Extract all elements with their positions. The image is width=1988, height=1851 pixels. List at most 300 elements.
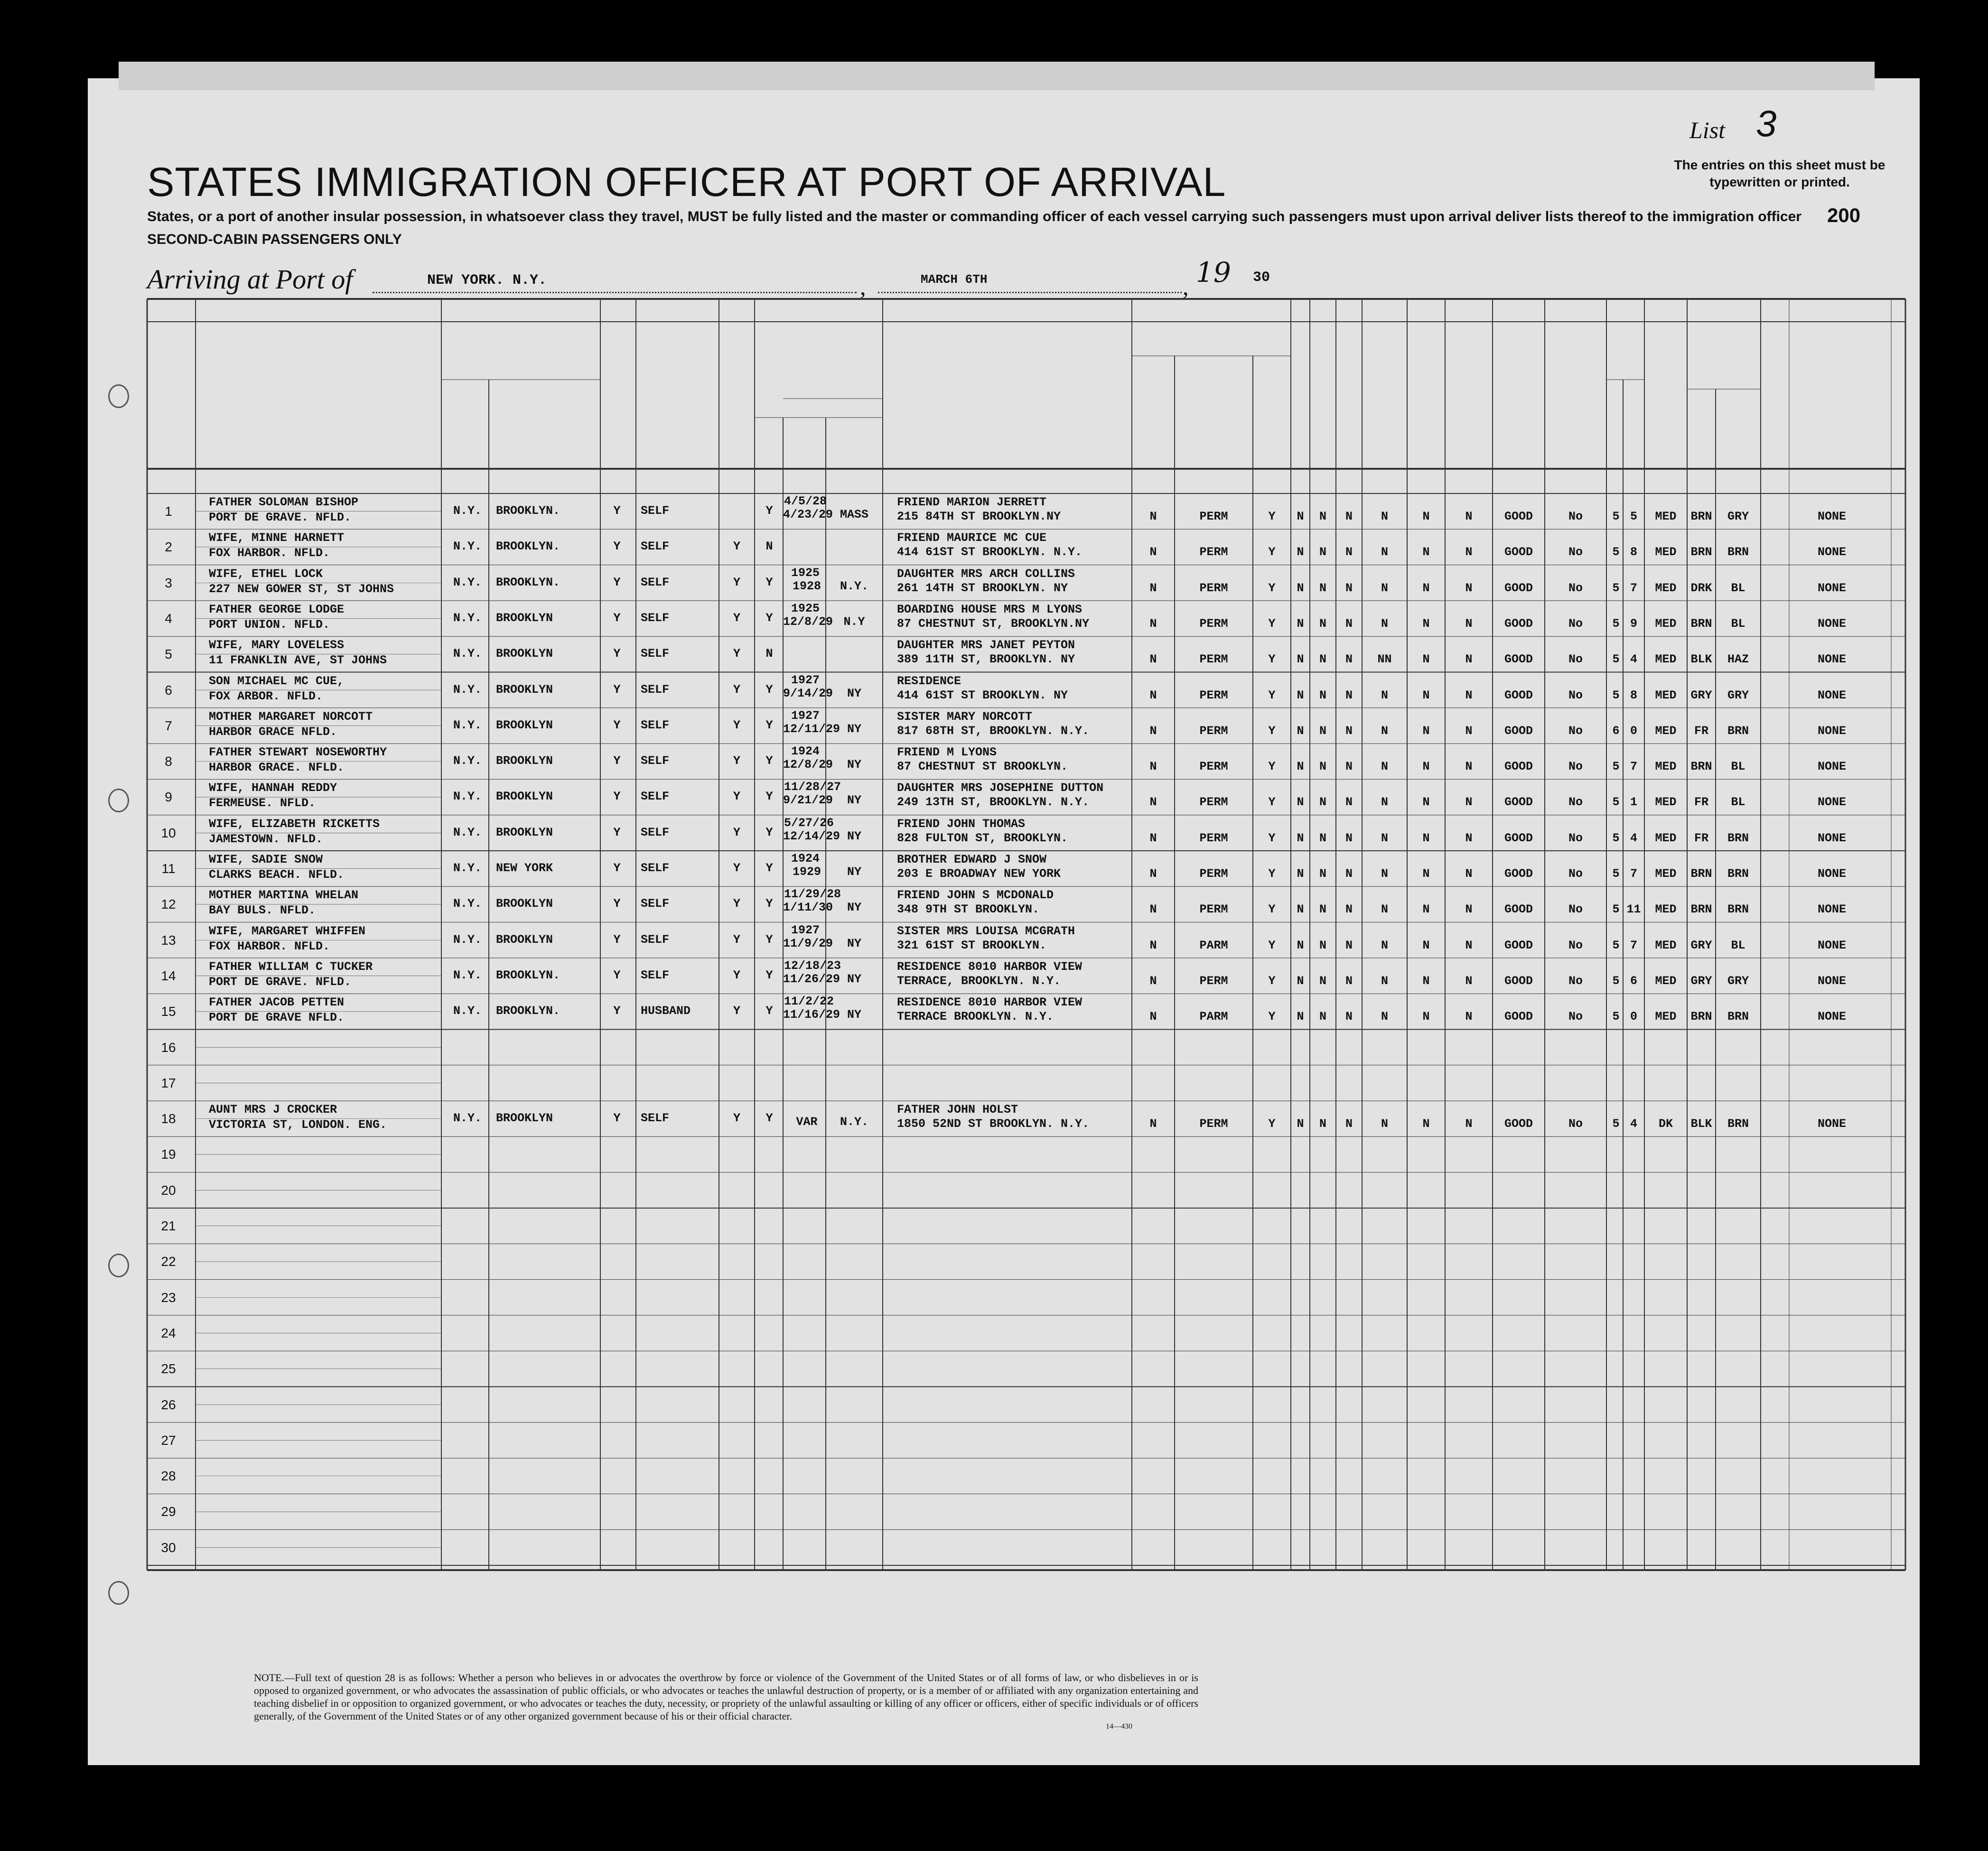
cell-state: N.Y.	[453, 718, 482, 732]
year-prefix: 19	[1196, 256, 1231, 288]
footnote: NOTE.—Full text of question 28 is as follows: Whether a person who believes in or advocates the overthrow by force or violence of the Government of the United States or of all forms of law, or who disbelieves in or is opposed to organized government, or who advocates the assassination of public officials, or who advocates or teaches the unlawful destruction of property, or is a member of or affiliated with any organization entertaining and teaching disbelief in or opposition to organized government, or who advocates or teaches the duty, necessity, or propriety of the unlawful assaulting or killing of any officer or officers, either of specific individuals or of officers generally, of the Government of the United States or of any other organized government because of his or their official character.	[254, 1672, 1198, 1722]
cell-money: Y	[733, 1111, 740, 1125]
cell-year1: 1927	[791, 708, 820, 723]
cell-state: N.Y.	[453, 825, 482, 839]
cell-inches: 4	[1630, 1117, 1637, 1131]
form-number: 14—430	[1106, 1722, 1132, 1730]
cell-c24b: PERM	[1199, 831, 1228, 845]
cell-c24a: N	[1149, 724, 1157, 738]
cell-join2: 321 61ST ST BROOKLYN.	[897, 938, 1047, 952]
header-26	[1314, 342, 1333, 467]
cell-c29: N	[1422, 974, 1430, 988]
cell-hair: BLK	[1690, 1117, 1712, 1131]
cell-money: Y	[733, 718, 740, 732]
cell-c30: N	[1465, 581, 1473, 595]
cell-c27: N	[1345, 1117, 1353, 1131]
cell-year2: 1929	[792, 865, 821, 879]
cell-before: Y	[765, 611, 773, 625]
cell-paid: SELF	[641, 790, 670, 804]
cell-marks: NONE	[1817, 1117, 1846, 1131]
cell-c29: N	[1422, 1010, 1430, 1024]
cell-before: Y	[765, 575, 773, 589]
cell-hair: GRY	[1690, 688, 1712, 702]
cell-money: Y	[733, 1004, 740, 1018]
cell-c30: N	[1465, 724, 1473, 738]
cell-rel1: WIFE, MARY LOVELESS	[209, 638, 345, 652]
header-purpose	[1133, 341, 1290, 355]
cell-rel2: FOX HARBOR. NFLD.	[209, 939, 330, 953]
cell-eyes: BRN	[1727, 831, 1749, 845]
cell-eyes: BRN	[1727, 1117, 1749, 1131]
cell-join2: TERRACE, BROOKLYN. N.Y.	[897, 974, 1061, 988]
column-number	[883, 326, 1132, 341]
cell-inches: 7	[1630, 938, 1637, 952]
binder-hole	[42, 1580, 65, 1604]
cell-marks: NONE	[1817, 652, 1846, 667]
cell-inches: 4	[1630, 831, 1637, 845]
column-number	[1606, 326, 1644, 341]
cell-c28: N	[1381, 867, 1388, 881]
cell-health: GOOD	[1504, 902, 1533, 917]
cell-join2: 87 CHESTNUT ST, BROOKLYN.NY	[897, 616, 1090, 631]
cell-rel2: BAY BULS. NFLD.	[209, 903, 316, 918]
header-final-destination	[444, 351, 598, 370]
cell-rel1: FATHER SOLOMAN BISHOP	[209, 495, 359, 509]
cell-feet: 5	[1612, 510, 1620, 523]
cell-c28: N	[1381, 581, 1388, 595]
header-height	[1607, 351, 1643, 375]
header-state	[444, 418, 489, 446]
cell-c27: N	[1345, 724, 1353, 738]
cell-feet: 5	[1612, 902, 1620, 917]
header-marks	[1762, 375, 1904, 422]
cell-before: Y	[765, 825, 773, 839]
cell-c29: N	[1422, 724, 1430, 738]
cell-c29: N	[1422, 902, 1430, 917]
cell-c27: N	[1345, 902, 1353, 917]
cell-year1: 1924	[791, 744, 820, 759]
row-number: 28	[161, 1469, 176, 1484]
cell-c25: N	[1297, 510, 1304, 523]
cell-c27: N	[1345, 510, 1353, 523]
cell-c24b: PERM	[1199, 760, 1228, 774]
cell-complexion: MED	[1655, 581, 1677, 595]
cell-c25: N	[1297, 688, 1304, 702]
cell-ticket: Y	[613, 968, 621, 982]
cell-c26: N	[1319, 510, 1326, 523]
row-number: 15	[161, 1004, 176, 1019]
cell-eyes: BRN	[1727, 545, 1749, 559]
cell-before: Y	[765, 754, 773, 768]
cell-join2: 261 14TH ST BROOKLYN. NY	[897, 581, 1068, 595]
cell-ticket: Y	[613, 790, 621, 804]
row-number: 3	[165, 575, 172, 590]
cell-c28: N	[1381, 938, 1388, 952]
cell-year2: 12/11/29	[783, 722, 840, 736]
cell-health: GOOD	[1504, 1010, 1533, 1024]
row-number: 1	[165, 504, 172, 519]
row-number: 7	[165, 718, 172, 733]
cell-city: BROOKLYN.	[496, 504, 560, 518]
cell-city: BROOKLYN.	[496, 539, 560, 554]
header-32	[1546, 361, 1605, 446]
cell-year2: 11/26/29	[783, 972, 840, 986]
cell-where: N.Y	[843, 614, 865, 629]
cell-c28: N	[1381, 510, 1388, 523]
cell-c30: N	[1465, 652, 1473, 667]
cell-where: NY	[847, 758, 861, 772]
cell-rel2: 11 FRANKLIN AVE, ST JOHNS	[209, 653, 387, 668]
cell-c30: N	[1465, 974, 1473, 988]
cell-c24b: PERM	[1199, 795, 1228, 809]
cell-feet: 5	[1612, 652, 1620, 667]
cell-before: N	[765, 647, 773, 661]
cell-c29: N	[1422, 795, 1430, 809]
cell-health: GOOD	[1504, 545, 1533, 559]
cell-year1: 1927	[791, 923, 820, 937]
cell-year2: 12/14/29	[783, 829, 840, 843]
cell-c28: NN	[1377, 652, 1392, 667]
cell-c25: N	[1297, 760, 1304, 774]
cell-year2: 11/16/29	[783, 1008, 840, 1022]
row-number: 12	[161, 897, 176, 912]
list-label: List	[1689, 117, 1726, 143]
cell-rel1: FATHER STEWART NOSEWORTHY	[209, 745, 387, 760]
cell-c24a: N	[1149, 831, 1157, 845]
cell-c27: N	[1345, 831, 1353, 845]
cell-health: GOOD	[1504, 831, 1533, 845]
binder-ring-mark	[108, 1581, 129, 1605]
cell-c24c: Y	[1268, 616, 1276, 631]
cell-health: GOOD	[1504, 510, 1533, 523]
cell-rel2: HARBOR GRACE. NFLD.	[209, 761, 345, 775]
row-number: 30	[161, 1540, 176, 1555]
row-number: 14	[161, 968, 176, 983]
cell-health: GOOD	[1504, 867, 1533, 881]
cell-c25: N	[1297, 724, 1304, 738]
cell-c27: N	[1345, 938, 1353, 952]
cell-c25: N	[1297, 581, 1304, 595]
cell-city: BROOKLYN	[496, 790, 553, 804]
cell-hair: BRN	[1690, 510, 1712, 523]
cell-c30: N	[1465, 902, 1473, 917]
cell-c24c: Y	[1268, 581, 1276, 595]
cell-eyes: BL	[1731, 581, 1745, 595]
cell-feet: 5	[1612, 616, 1620, 631]
cell-deformed: No	[1568, 760, 1583, 774]
cell-where: NY	[847, 793, 861, 808]
cell-rel2: FOX HARBOR. NFLD.	[209, 546, 330, 560]
cell-eyes: BL	[1731, 938, 1745, 952]
binder-ring-mark	[108, 789, 129, 812]
cell-c24a: N	[1149, 510, 1157, 523]
cell-c26: N	[1319, 974, 1326, 988]
header-yes-no	[756, 420, 783, 458]
cell-ticket: Y	[613, 575, 621, 589]
cell-complexion: MED	[1655, 795, 1677, 809]
cell-c30: N	[1465, 938, 1473, 952]
cell-feet: 5	[1612, 545, 1620, 559]
cell-join1: DAUGHTER MRS ARCH COLLINS	[897, 567, 1075, 581]
header-color-of	[1688, 353, 1760, 382]
cell-inches: 11	[1626, 902, 1641, 917]
cell-complexion: MED	[1655, 760, 1677, 774]
cell-complexion: MED	[1655, 616, 1677, 631]
cell-c26: N	[1319, 760, 1326, 774]
cell-c29: N	[1422, 1117, 1430, 1131]
cell-rel1: WIFE, HANNAH REDDY	[209, 781, 337, 795]
cell-before: Y	[765, 1004, 773, 1018]
cell-ticket: Y	[613, 754, 621, 768]
cell-health: GOOD	[1504, 688, 1533, 702]
header-27	[1339, 342, 1358, 467]
cell-paid: SELF	[641, 754, 670, 768]
binder-hole	[42, 1502, 65, 1525]
row-number: 2	[165, 539, 172, 555]
cell-marks: NONE	[1817, 902, 1846, 917]
cell-c24a: N	[1149, 1117, 1157, 1131]
header-24c	[1257, 361, 1289, 466]
cell-c25: N	[1297, 831, 1304, 845]
cell-marks: NONE	[1817, 974, 1846, 988]
typewritten-notice: The entries on this sheet must be typewritten or printed.	[1674, 158, 1885, 189]
cell-join1: DAUGHTER MRS JOSEPHINE DUTTON	[897, 781, 1104, 795]
cell-marks: NONE	[1817, 760, 1846, 774]
header-before-us	[756, 349, 882, 396]
cell-deformed: No	[1568, 545, 1583, 559]
cell-join2: TERRACE BROOKLYN. N.Y.	[897, 1010, 1054, 1024]
cell-c24a: N	[1149, 902, 1157, 917]
cell-inches: 1	[1630, 795, 1637, 809]
cell-join2: 203 E BROADWAY NEW YORK	[897, 867, 1061, 881]
cell-c26: N	[1319, 1010, 1326, 1024]
cell-c24a: N	[1149, 1010, 1157, 1024]
cell-c29: N	[1422, 616, 1430, 631]
cell-paid: SELF	[641, 825, 670, 839]
cell-rel2: 227 NEW GOWER ST, ST JOHNS	[209, 582, 394, 596]
cell-join1: FRIEND JOHN S MCDONALD	[897, 888, 1054, 902]
cell-c25: N	[1297, 652, 1304, 667]
cell-eyes: BRN	[1727, 1010, 1749, 1024]
row-number: 20	[161, 1182, 176, 1198]
row-number: 19	[161, 1147, 176, 1162]
cell-c24c: Y	[1268, 938, 1276, 952]
cell-deformed: No	[1568, 795, 1583, 809]
cell-inches: 8	[1630, 688, 1637, 702]
cell-inches: 4	[1630, 652, 1637, 667]
cell-state: N.Y.	[453, 861, 482, 875]
cell-feet: 5	[1612, 974, 1620, 988]
cell-health: GOOD	[1504, 974, 1533, 988]
cell-rel1: MOTHER MARTINA WHELAN	[209, 888, 359, 902]
cell-marks: NONE	[1817, 616, 1846, 631]
column-number	[1493, 326, 1545, 341]
cell-c26: N	[1319, 902, 1326, 917]
cell-join2: 249 13TH ST, BROOKLYN. N.Y.	[897, 795, 1090, 809]
cell-inches: 8	[1630, 545, 1637, 559]
row-number: 23	[161, 1290, 176, 1305]
cell-year1: 4/5/28	[784, 494, 827, 508]
cell-marks: NONE	[1817, 867, 1846, 881]
column-number	[719, 326, 755, 341]
cell-c30: N	[1465, 831, 1473, 845]
cell-ticket: Y	[613, 718, 621, 732]
cell-c24c: Y	[1268, 760, 1276, 774]
row-number: 17	[161, 1075, 176, 1090]
cell-marks: NONE	[1817, 795, 1846, 809]
cell-join1: RESIDENCE	[897, 674, 961, 688]
cell-deformed: No	[1568, 652, 1583, 667]
cell-hair: BRN	[1690, 1010, 1712, 1024]
cell-year1: 12/18/23	[784, 958, 841, 973]
cell-state: N.Y.	[453, 647, 482, 661]
cell-city: BROOKLYN	[496, 897, 553, 911]
column-number	[196, 326, 441, 341]
cell-c27: N	[1345, 652, 1353, 667]
cell-before: N	[765, 539, 773, 554]
cell-c24b: PERM	[1199, 510, 1228, 523]
cell-year2: 12/8/29	[783, 758, 833, 772]
cell-c25: N	[1297, 902, 1304, 917]
cell-c28: N	[1381, 1010, 1388, 1024]
cell-c26: N	[1319, 867, 1326, 881]
cell-state: N.Y.	[453, 539, 482, 554]
cell-before: Y	[765, 718, 773, 732]
cell-state: N.Y.	[453, 897, 482, 911]
row-number: 5	[165, 647, 172, 662]
cell-rel2: VICTORIA ST, LONDON. ENG.	[209, 1118, 387, 1132]
column-number	[147, 326, 196, 341]
year-suffix: 30	[1253, 270, 1270, 286]
cell-marks: NONE	[1817, 938, 1846, 952]
cell-c29: N	[1422, 867, 1430, 881]
cell-c26: N	[1319, 795, 1326, 809]
row-number: 11	[161, 861, 176, 876]
header-final-destination-note	[444, 368, 598, 379]
cell-c24b: PERM	[1199, 581, 1228, 595]
cell-c28: N	[1381, 545, 1388, 559]
cell-deformed: No	[1568, 688, 1583, 702]
cell-inches: 7	[1630, 760, 1637, 774]
cell-city: BROOKLYN	[496, 718, 553, 732]
header-31	[1493, 361, 1544, 441]
cell-join2: 828 FULTON ST, BROOKLYN.	[897, 831, 1068, 845]
cell-c30: N	[1465, 545, 1473, 559]
cell-hair: GRY	[1690, 974, 1712, 988]
cell-inches: 0	[1630, 1010, 1637, 1024]
cell-c30: N	[1465, 760, 1473, 774]
cell-marks: NONE	[1817, 724, 1846, 738]
cell-inches: 0	[1630, 724, 1637, 738]
cell-join1: DAUGHTER MRS JANET PEYTON	[897, 638, 1075, 652]
cell-where: NY	[847, 901, 861, 915]
binder-hole	[42, 1253, 65, 1276]
cell-where: NY	[847, 722, 861, 736]
header-hair	[1688, 408, 1716, 437]
cell-complexion: MED	[1655, 938, 1677, 952]
cell-join2: 414 61ST ST BROOKLYN. NY	[897, 688, 1068, 702]
row-number: 25	[161, 1361, 176, 1377]
cell-feet: 6	[1612, 724, 1620, 738]
cell-ticket: Y	[613, 611, 621, 625]
cell-inches: 9	[1630, 616, 1637, 631]
header-year-period	[784, 420, 826, 465]
binder-hole	[42, 383, 65, 407]
cell-complexion: MED	[1655, 724, 1677, 738]
cell-before: Y	[765, 897, 773, 911]
cell-where: NY	[847, 686, 861, 700]
cell-rel2: PORT UNION. NFLD.	[209, 617, 330, 632]
cell-c28: N	[1381, 1117, 1388, 1131]
cell-year2: 11/9/29	[783, 936, 833, 950]
cell-paid: SELF	[641, 897, 670, 911]
cell-eyes: GRY	[1727, 510, 1749, 523]
cell-c24a: N	[1149, 652, 1157, 667]
cell-feet: 5	[1612, 867, 1620, 881]
cell-c29: N	[1422, 831, 1430, 845]
cell-c24c: Y	[1268, 974, 1276, 988]
cell-city: BROOKLYN	[496, 1111, 553, 1125]
cell-state: N.Y.	[453, 611, 482, 625]
cell-c27: N	[1345, 974, 1353, 988]
cell-c24a: N	[1149, 867, 1157, 881]
binder-ring-mark	[108, 384, 129, 408]
cell-rel2: JAMESTOWN. NFLD.	[209, 832, 323, 846]
cell-money: Y	[733, 861, 740, 875]
header-if-yes	[784, 400, 882, 418]
cell-where: N.Y.	[840, 579, 868, 593]
cell-state: N.Y.	[453, 504, 482, 518]
cell-feet: 5	[1612, 1010, 1620, 1024]
cell-join2: 389 11TH ST, BROOKLYN. NY	[897, 652, 1075, 667]
cell-health: GOOD	[1504, 652, 1533, 667]
cell-state: N.Y.	[453, 790, 482, 804]
cell-join1: SISTER MARY NORCOTT	[897, 709, 1033, 724]
cell-c26: N	[1319, 1117, 1326, 1131]
cell-c25: N	[1297, 1010, 1304, 1024]
cell-year1: 11/28/27	[784, 780, 841, 794]
cell-rel1: WIFE, ETHEL LOCK	[209, 567, 323, 581]
row-number: 4	[165, 611, 172, 626]
row-number: 9	[165, 790, 172, 805]
column-number	[1545, 326, 1606, 341]
cell-c24c: Y	[1268, 652, 1276, 667]
cell-rel1: AUNT MRS J CROCKER	[209, 1103, 337, 1117]
cell-c24b: PARM	[1199, 1010, 1228, 1024]
cell-money: Y	[733, 754, 740, 768]
cell-paid: SELF	[641, 1111, 670, 1125]
column-number	[1291, 326, 1310, 341]
cell-before: Y	[765, 790, 773, 804]
cell-c24c: Y	[1268, 1010, 1276, 1024]
header-where	[827, 420, 882, 458]
cell-c26: N	[1319, 616, 1326, 631]
cell-inches: 6	[1630, 974, 1637, 988]
cell-year2: 9/21/29	[783, 793, 833, 808]
cell-feet: 5	[1612, 938, 1620, 952]
cell-join2: 348 9TH ST BROOKLYN.	[897, 902, 1040, 917]
cell-rel2: PORT DE GRAVE. NFLD.	[209, 511, 352, 524]
cell-inches: 7	[1630, 581, 1637, 595]
cell-before: Y	[765, 1111, 773, 1125]
arriving-label: Arriving at Port of	[147, 264, 353, 295]
cell-ticket: Y	[613, 539, 621, 554]
cell-c24b: PERM	[1199, 545, 1228, 559]
header-30	[1452, 342, 1485, 467]
cell-c27: N	[1345, 1010, 1353, 1024]
cell-join2: 1850 52ND ST BROOKLYN. N.Y.	[897, 1117, 1090, 1131]
cell-rel2: FERMEUSE. NFLD.	[209, 796, 316, 810]
